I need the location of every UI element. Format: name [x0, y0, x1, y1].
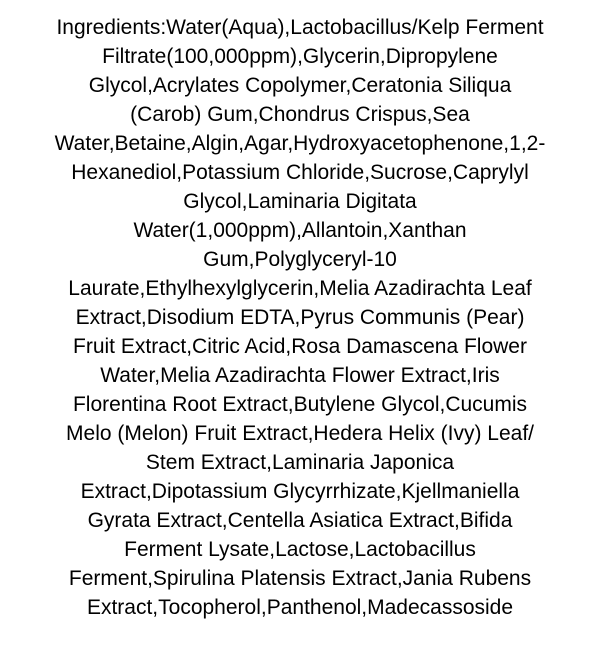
ingredients-line: Glycol,Acrylates Copolymer,Ceratonia Siliqua: [88, 74, 512, 97]
ingredients-line: Ferment,Spirulina Platensis Extract,Jania Rubens: [68, 567, 532, 590]
ingredients-line: Extract,Disodium EDTA,Pyrus Communis (Pear): [75, 306, 525, 329]
ingredients-line: Melo (Melon) Fruit Extract,Hedera Helix (Ivy) Leaf/: [66, 422, 534, 445]
ingredients-line: Glycol,Laminaria Digitata: [183, 190, 417, 213]
ingredients-line: Ferment Lysate,Lactose,Lactobacillus: [124, 538, 476, 561]
ingredients-line: Hexanediol,Potassium Chloride,Sucrose,Caprylyl: [71, 161, 529, 184]
ingredients-line: Gyrata Extract,Centella Asiatica Extract,Bifida: [87, 509, 513, 532]
ingredients-line: Florentina Root Extract,Butylene Glycol,Cucumis: [72, 393, 527, 416]
ingredients-line: Ingredients:Water(Aqua),Lactobacillus/Kelp Ferment: [56, 16, 544, 39]
ingredients-line: Fruit Extract,Citric Acid,Rosa Damascena Flower: [73, 335, 527, 358]
ingredients-line: Extract,Tocopherol,Panthenol,Madecassoside: [86, 596, 514, 619]
ingredients-list: [0, 13, 600, 622]
ingredients-line: Extract,Dipotassium Glycyrrhizate,Kjellmaniella: [80, 480, 520, 503]
ingredients-line: Water,Melia Azadirachta Flower Extract,Iris: [100, 364, 500, 387]
ingredients-line: Filtrate(100,000ppm),Glycerin,Dipropylene: [102, 45, 498, 68]
ingredients-line: Laurate,Ethylhexylglycerin,Melia Azadirachta Leaf: [68, 277, 532, 300]
ingredients-line: (Carob) Gum,Chondrus Crispus,Sea: [130, 103, 470, 126]
ingredients-line: Water(1,000ppm),Allantoin,Xanthan: [133, 219, 467, 242]
ingredients-line: Water,Betaine,Algin,Agar,Hydroxyacetophenone,1,2-: [54, 132, 546, 155]
ingredients-line: Gum,Polyglyceryl-10: [203, 248, 397, 271]
ingredients-line: Stem Extract,Laminaria Japonica: [145, 451, 455, 474]
